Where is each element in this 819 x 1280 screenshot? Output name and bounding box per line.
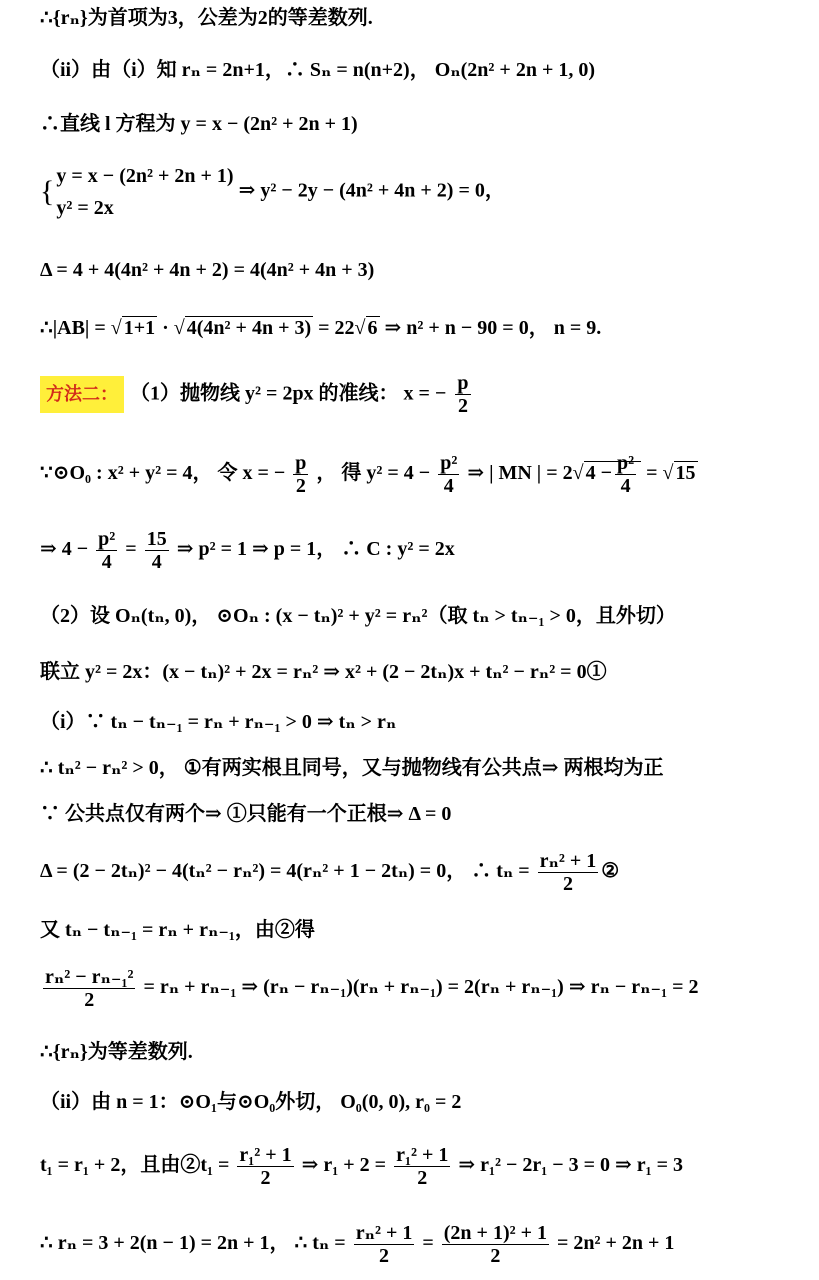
circled-2: ② bbox=[601, 860, 620, 883]
delta-zero-text: Δ = (2 − 2tₙ)² − 4(tₙ² − rₙ²) = 4(rₙ² + 1 − 2tₙ) = 0， ∴ tₙ = bbox=[40, 860, 530, 883]
t1-text: t₁ = r₁ + 2，且由②t₁ = bbox=[40, 1154, 230, 1177]
sqrt-2: 4(4n² + 4n + 3) bbox=[186, 317, 312, 339]
system-row-1: y = x − (2n² + 2n + 1) bbox=[56, 165, 234, 187]
line-method-two bbox=[40, 372, 474, 417]
difference-result: = rₙ + rₙ₋₁ ⇒ (rₙ − rₙ₋₁)(rₙ + rₙ₋₁) = 2(rₙ + rₙ₋₁) ⇒ rₙ − rₙ₋₁ = 2 bbox=[138, 976, 699, 999]
fraction-tn-final-b: $\frac{\text{(2n + 1)² + 1}}{2}$ bbox=[443, 1222, 547, 1267]
fraction-p-over-2: $\frac{p}{2}$ bbox=[457, 372, 469, 417]
line-arithmetic-sequence: ∴{rₙ}为等差数列. bbox=[40, 1041, 193, 1063]
line-roots-same-sign: ∴ tₙ² − rₙ² > 0， ①有两实根且同号，又与抛物线有公共点⇒ 两根均为正 bbox=[40, 757, 664, 779]
fraction-r1-a: $\frac{\text{r₁² + 1}}{2}$ bbox=[239, 1144, 292, 1189]
line-circle-o0: ∵⊙O₀ : x² + y² = 4， 令 x = − $\frac{p}{2}$ ， 得 y² = 4 − $\frac{\text{p²}}{4}$ ⇒ | MN | = 2√ 4 − $\frac{\text{p²}}{4}$ = √ 15 bbox=[40, 452, 696, 497]
r1-result: ⇒ r₁² − 2r₁ − 3 = 0 ⇒ r₁ = 3 bbox=[458, 1154, 684, 1177]
mn-text: ⇒ | MN | = 2 bbox=[467, 462, 573, 485]
line-one-positive-root: ∵ 公共点仅有两个⇒ ①只能有一个正根⇒ Δ = 0 bbox=[40, 803, 452, 825]
sqrt-15: 15 bbox=[675, 462, 696, 485]
parabola-result: ⇒ p² = 1 ⇒ p = 1， ∴ C : y² = 2x bbox=[176, 538, 455, 561]
final-result: = 2n² + 2n + 1 bbox=[557, 1232, 675, 1255]
chord-lhs: ∴|AB| = bbox=[40, 317, 111, 339]
fraction-tn: $\frac{\text{rₙ² + 1}}{2}$ bbox=[539, 850, 597, 895]
equals-b: = bbox=[125, 538, 142, 561]
line-discriminant: Δ = 4 + 4(4n² + 4n + 2) = 4(4n² + 4n + 3) bbox=[40, 259, 375, 281]
fraction-p-over-2-b: $\frac{p}{2}$ bbox=[295, 452, 307, 497]
line-part-ii-n1: （ii）由 n = 1：⊙O₁与⊙O₀外切， O₀(0, 0), r₀ = 2 bbox=[40, 1091, 462, 1113]
chord-result: ⇒ n² + n − 90 = 0， n = 9. bbox=[379, 317, 602, 339]
fraction-15-over-4: $\frac{15}{4}$ bbox=[146, 528, 167, 573]
line-chord-length: ∴|AB| = √ 1+1 · √ 4(4n² + 4n + 3) = 22√ 6 ⇒ n² + n − 90 = 0， n = 9. bbox=[40, 317, 602, 339]
fraction-r1-b: $\frac{\text{r₁² + 1}}{2}$ bbox=[396, 1144, 449, 1189]
line-find-r1 bbox=[40, 1144, 683, 1189]
sqrt-6: 6 bbox=[367, 317, 378, 339]
sqrt-1: 1+1 bbox=[123, 317, 156, 339]
line-sequence-conclusion-1: ∴{rₙ}为首项为3，公差为2的等差数列. bbox=[40, 7, 373, 29]
left-brace: { bbox=[40, 175, 55, 208]
y-squared-text: ， 得 y² = 4 − bbox=[316, 462, 431, 485]
line-part-ii-derivation: （ii）由（i）知 rₙ = 2n+1，∴ Sₙ = n(n+2)， Oₙ(2n² + 2n + 1, 0) bbox=[40, 59, 595, 81]
line-part-i-inequality: （i）∵ tₙ − tₙ₋₁ = rₙ + rₙ₋₁ > 0 ⇒ tₙ > rₙ bbox=[40, 711, 397, 733]
fraction-difference: $\frac{\text{rₙ² − rₙ₋₁²}}{2}$ bbox=[45, 966, 134, 1011]
equation-system bbox=[40, 160, 234, 224]
equals: = bbox=[641, 462, 663, 485]
fraction-p2-over-4: $\frac{\text{p²}}{4}$ bbox=[440, 452, 458, 497]
line-delta-zero bbox=[40, 850, 619, 895]
line-find-p bbox=[40, 528, 455, 573]
line-final-result bbox=[40, 1222, 674, 1267]
r1-plus-2: ⇒ r₁ + 2 = bbox=[301, 1154, 387, 1177]
line-difference bbox=[40, 966, 698, 1011]
line-equation-of-l: ∴直线 l 方程为 y = x − (2n² + 2n + 1) bbox=[40, 113, 358, 135]
rn-text: ∴ rₙ = 3 + 2(n − 1) = 2n + 1， ∴ tₙ = bbox=[40, 1232, 346, 1255]
directrix-text: （1）抛物线 y² = 2px 的准线： x = − bbox=[130, 382, 447, 405]
system-row-2: y² = 2x bbox=[56, 197, 114, 219]
line-combine-equations: 联立 y² = 2x：(x − tₙ)² + 2x = rₙ² ⇒ x² + (2 − 2tₙ)x + tₙ² − rₙ² = 0① bbox=[40, 661, 607, 683]
find-p-text: ⇒ 4 − bbox=[40, 538, 89, 561]
fraction-p2-over-4-b: $\frac{\text{p²}}{4}$ bbox=[98, 528, 116, 573]
line-recurrence: 又 tₙ − tₙ₋₁ = rₙ + rₙ₋₁，由②得 bbox=[40, 919, 315, 941]
dot: · bbox=[157, 317, 174, 339]
system-result: ⇒ y² − 2y − (4n² + 4n + 2) = 0， bbox=[238, 179, 505, 202]
fraction-tn-final-a: $\frac{\text{rₙ² + 1}}{2}$ bbox=[355, 1222, 413, 1267]
sqrt-mn: 4 − $\frac{\text{p²}}{4}$ bbox=[584, 461, 642, 484]
equals-c: = bbox=[422, 1232, 439, 1255]
line-system-of-equations bbox=[40, 160, 505, 224]
method-two-label: 方法二： bbox=[40, 376, 124, 413]
circle-o0-text: ∵⊙O₀ : x² + y² = 4， 令 x = − bbox=[40, 462, 286, 485]
equals-22: = 22 bbox=[313, 317, 355, 339]
line-part-2-setup: （2）设 Oₙ(tₙ, 0)， ⊙Oₙ : (x − tₙ)² + y² = rₙ²（取 tₙ > tₙ₋₁ > 0，且外切） bbox=[40, 605, 676, 627]
